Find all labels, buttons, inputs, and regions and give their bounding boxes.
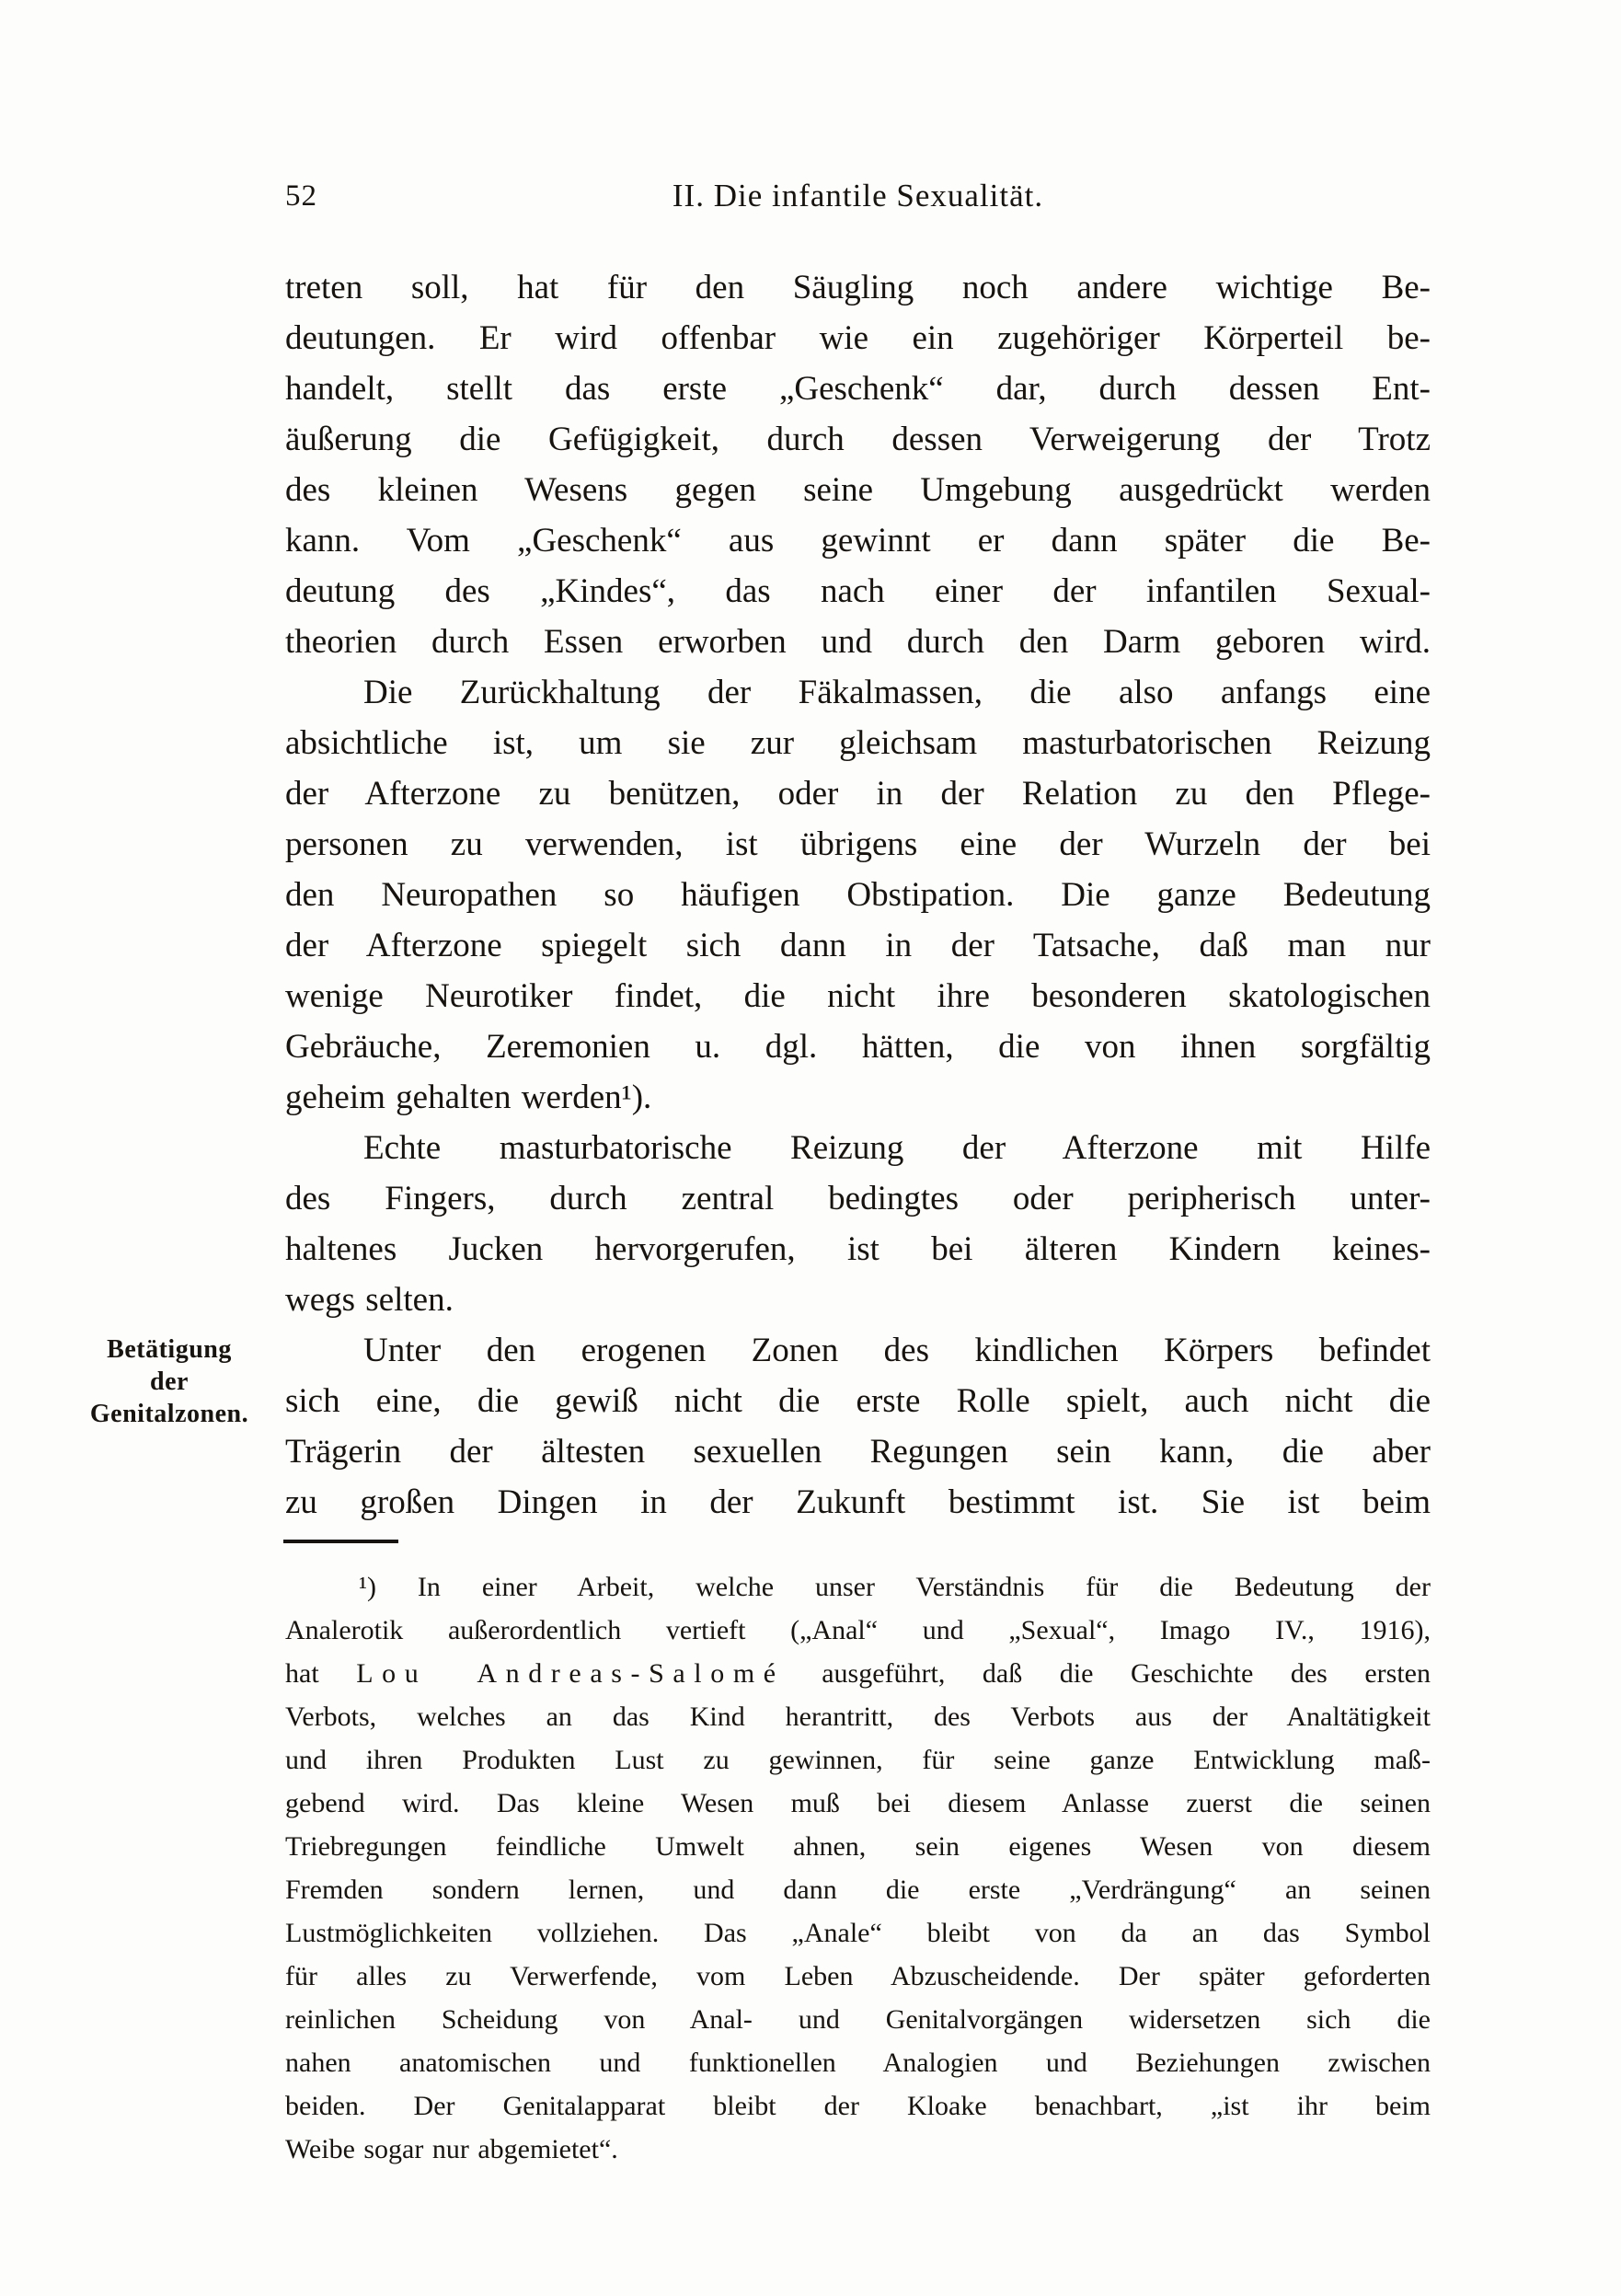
text-line: Triebregungen feindliche Umwelt ahnen, sein eigenes Wesen von diesem [285, 1831, 1431, 1862]
page-header [285, 178, 1431, 214]
text-line: Lustmöglichkeiten vollziehen. Das „Anale“ bleibt von da an das Symbol [285, 1918, 1431, 1948]
paragraph [285, 1325, 1431, 1528]
text-line: und ihren Produkten Lust zu gewinnen, für seine ganze Entwicklung maß- [285, 1745, 1431, 1775]
text-line: wegs selten. [285, 1281, 454, 1319]
text-line: Die Zurückhaltung der Fäkalmassen, die also anfangs eine [363, 674, 1431, 711]
text-line: deutungen. Er wird offenbar wie ein zugehöriger Körperteil be- [285, 319, 1431, 357]
text-line: des kleinen Wesens gegen seine Umgebung ausgedrückt werden [285, 471, 1431, 509]
letterspaced-author-name: Lou Andreas-Salomé [356, 1658, 785, 1689]
text-line: des Fingers, durch zentral bedingtes oder peripherisch unter- [285, 1180, 1431, 1217]
text-line: Trägerin der ältesten sexuellen Regungen sein kann, die aber [285, 1433, 1431, 1471]
text-line: personen zu verwenden, ist übrigens eine der Wurzeln der bei [285, 825, 1431, 863]
text-line: absichtliche ist, um sie zur gleichsam masturbatorischen Reizung [285, 724, 1431, 762]
text-line: hat Lou Andreas-Salomé ausgeführt, daß die Geschichte des ersten [285, 1658, 1431, 1689]
text-line: äußerung die Gefügigkeit, durch dessen Verweigerung der Trotz [285, 421, 1431, 458]
text-line: treten soll, hat für den Säugling noch andere wichtige Be- [285, 269, 1431, 306]
text-line: theorien durch Essen erworben und durch den Darm geboren wird. [285, 623, 1431, 661]
text-line: wenige Neurotiker findet, die nicht ihre besonderen skatologischen [285, 977, 1431, 1015]
paragraph [285, 1565, 1431, 2171]
text-line: kann. Vom „Geschenk“ aus gewinnt er dann später die Be- [285, 522, 1431, 560]
margin-note-line: der [150, 1367, 189, 1396]
text-line: Unter den erogenen Zonen des kindlichen Körpers befindet [363, 1332, 1431, 1369]
paragraph [285, 262, 1431, 667]
text-line: nahen anatomischen und funktionellen Analogien und Beziehungen zwischen [285, 2048, 1431, 2078]
margin-note-line: Genitalzonen. [89, 1400, 249, 1428]
text-line: Weibe sogar nur abgemietet“. [285, 2134, 618, 2164]
paragraph [285, 667, 1431, 1123]
text-line: beiden. Der Genitalapparat bleibt der Kloake benachbart, „ist ihr beim [285, 2091, 1431, 2121]
text-line: gebend wird. Das kleine Wesen muß bei diesem Anlasse zuerst die seinen [285, 1788, 1431, 1818]
text-line: Analerotik außerordentlich vertieft („Anal“ und „Sexual“, Imago IV., 1916), [285, 1615, 1431, 1645]
text-line: Echte masturbatorische Reizung der Afterzone mit Hilfe [363, 1129, 1431, 1167]
text-line: deutung des „Kindes“, das nach einer der infantilen Sexual- [285, 572, 1431, 610]
text-line: den Neuropathen so häufigen Obstipation. Die ganze Bedeutung [285, 876, 1431, 914]
text-line: ¹) In einer Arbeit, welche unser Verständnis für die Bedeutung der [359, 1572, 1431, 1602]
text-line: der Afterzone spiegelt sich dann in der Tatsache, daß man nur [285, 927, 1431, 964]
margin-note [64, 1333, 274, 1430]
text-line: reinlichen Scheidung von Anal- und Genitalvorgängen widersetzen sich die [285, 2004, 1431, 2035]
body-text [285, 262, 1431, 1528]
page-number: 52 [285, 179, 317, 213]
paragraph [285, 1123, 1431, 1325]
footnote-rule [283, 1540, 398, 1543]
text-line: sich eine, die gewiß nicht die erste Rolle spielt, auch nicht die [285, 1382, 1431, 1420]
running-head: II. Die infantile Sexualität. [672, 178, 1044, 213]
text-line: für alles zu Verwerfende, vom Leben Abzuscheidende. Der später geforderten [285, 1961, 1431, 1991]
footnote [285, 1565, 1431, 2171]
text-line: Gebräuche, Zeremonien u. dgl. hätten, die von ihnen sorgfältig [285, 1028, 1431, 1066]
text-line: zu großen Dingen in der Zukunft bestimmt ist. Sie ist beim [285, 1483, 1431, 1521]
text-line: Verbots, welches an das Kind herantritt, des Verbots aus der Analtätigkeit [285, 1702, 1431, 1732]
text-line: haltenes Jucken hervorgerufen, ist bei älteren Kindern keines- [285, 1230, 1431, 1268]
text-line: der Afterzone zu benützen, oder in der Relation zu den Pflege- [285, 775, 1431, 813]
margin-note-line: Betätigung [107, 1335, 232, 1364]
text-line: geheim gehalten werden¹). [285, 1079, 652, 1116]
text-line: handelt, stellt das erste „Geschenk“ dar, durch dessen Ent- [285, 370, 1431, 408]
text-line: Fremden sondern lernen, und dann die erste „Verdrängung“ an seinen [285, 1875, 1431, 1905]
